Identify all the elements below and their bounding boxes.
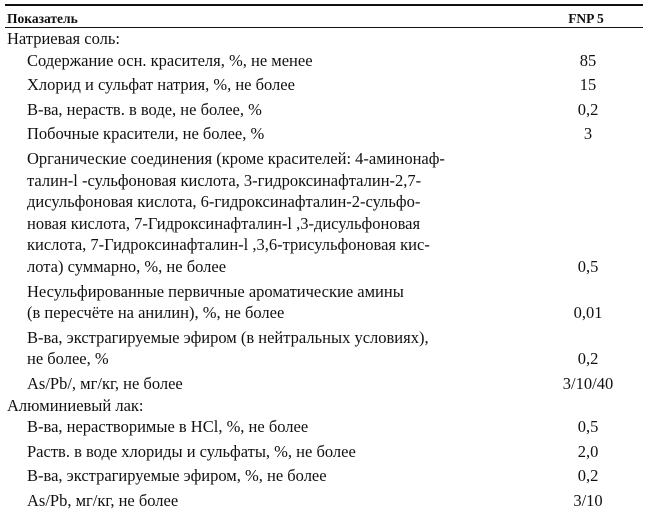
value-cell: 0,2 <box>577 99 599 119</box>
table-row <box>5 99 643 121</box>
indicator-text-line: талин-l -сульфоновая кислота, 3-гидроксинафталин-2,7- <box>27 170 422 190</box>
indicator-cell <box>5 465 533 487</box>
indicator-cell <box>5 74 533 96</box>
indicator-text-line: Органические соединения (кроме красителей: 4-аминонаф- <box>27 148 445 168</box>
header-value: FNP 5 <box>568 11 604 26</box>
table-row <box>5 148 643 278</box>
indicator-text-line: дисульфоновая кислота, 6-гидроксинафталин-2-сульфо- <box>27 192 421 212</box>
table-row <box>5 465 643 487</box>
indicator-cell <box>5 490 533 512</box>
table-header <box>5 6 643 27</box>
value-cell: 3/10 <box>573 490 603 510</box>
section-title: Алюминиевый лак: <box>7 395 144 415</box>
value-cell: 0,01 <box>573 303 603 323</box>
indicator-cell <box>5 99 533 121</box>
indicator-text-line: Несульфированные первичные ароматические амины <box>27 281 404 301</box>
table-row <box>5 441 643 463</box>
table-body <box>5 28 643 511</box>
section-heading <box>5 28 643 50</box>
table-row <box>5 123 643 145</box>
value-cell: 3 <box>583 124 593 144</box>
indicator-text-line: не более, % <box>27 349 109 369</box>
indicator-text-line: В-ва, экстрагируемые эфиром (в нейтральных условиях), <box>27 327 429 347</box>
spec-table <box>5 4 643 511</box>
value-cell: 0,5 <box>577 256 599 276</box>
indicator-cell <box>5 50 533 72</box>
indicator-cell <box>5 148 533 278</box>
table-row <box>5 50 643 72</box>
indicator-cell <box>5 327 533 370</box>
table-row <box>5 74 643 96</box>
header-indicator: Показатель <box>7 11 78 26</box>
value-cell: 85 <box>579 50 597 70</box>
indicator-text-line: лота) суммарно, %, не более <box>27 256 227 276</box>
indicator-text-line: кислота, 7-Гидроксинафталин-l ,3,6-трисульфоновая кис- <box>27 235 430 255</box>
value-cell: 15 <box>579 75 597 95</box>
value-cell: 0,5 <box>577 417 599 437</box>
section-title: Натриевая соль: <box>7 29 120 48</box>
table-row <box>5 416 643 438</box>
indicator-text-line: As/Pb/, мг/кг, не более <box>27 373 183 393</box>
indicator-text-line: В-ва, нерастворимые в HCl, %, не более <box>27 417 309 437</box>
indicator-cell <box>5 281 533 324</box>
indicator-text-line: В-ва, нераств. в воде, не более, % <box>27 99 262 119</box>
value-cell: 0,2 <box>577 349 599 369</box>
indicator-text-line: новая кислота, 7-Гидроксинафталин-l ,3-дисульфоновая <box>27 213 421 233</box>
indicator-cell <box>5 123 533 145</box>
indicator-text-line: Содержание осн. красителя, %, не менее <box>27 50 313 70</box>
indicator-text-line: В-ва, экстрагируемые эфиром, %, не более <box>27 466 327 486</box>
section-heading <box>5 395 643 417</box>
indicator-text-line: Хлорид и сульфат натрия, %, не более <box>27 75 295 95</box>
table-row <box>5 327 643 370</box>
table-row <box>5 373 643 395</box>
value-cell: 2,0 <box>577 441 599 461</box>
indicator-text-line: As/Pb, мг/кг, не более <box>27 490 179 510</box>
indicator-text-line: Раств. в воде хлориды и сульфаты, %, не более <box>27 441 356 461</box>
indicator-cell <box>5 416 533 438</box>
table-row <box>5 281 643 324</box>
indicator-text-line: Побочные красители, не более, % <box>27 124 265 144</box>
indicator-cell <box>5 441 533 463</box>
value-cell: 0,2 <box>577 466 599 486</box>
table-row <box>5 490 643 512</box>
value-cell: 3/10/40 <box>562 373 614 393</box>
indicator-text-line: (в пересчёте на анилин), %, не более <box>27 303 285 323</box>
indicator-cell <box>5 373 533 395</box>
